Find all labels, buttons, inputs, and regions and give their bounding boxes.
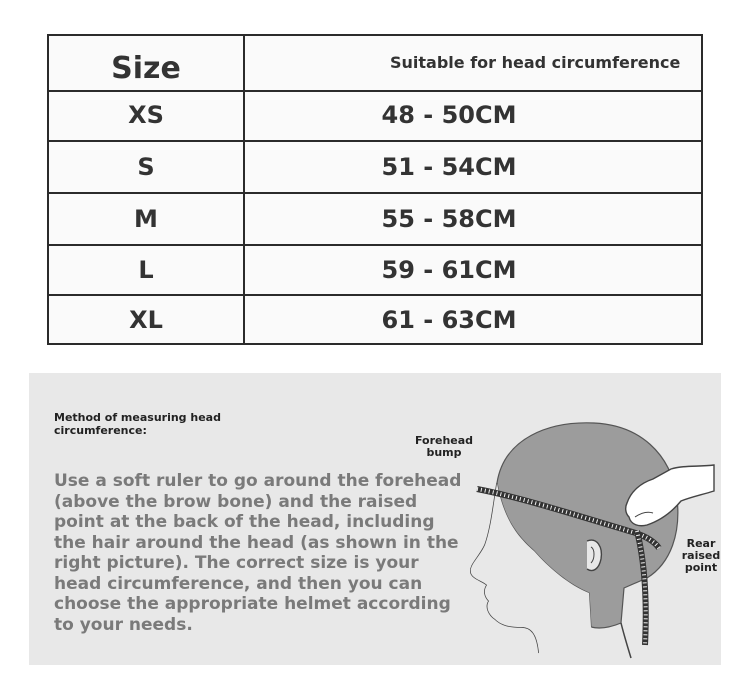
rear-raised-point-label: Rear raised point [681, 537, 721, 574]
table-row [49, 246, 701, 294]
size-cell: XL [129, 305, 163, 334]
measuring-method-panel [29, 373, 721, 665]
circumference-column-header-cell [245, 36, 701, 90]
size-cell: S [137, 153, 155, 181]
table-row [49, 194, 701, 244]
size-column-header-cell [49, 36, 245, 90]
circumference-column-header: Suitable for head circumference [390, 52, 681, 72]
circumference-cell: 61 - 63CM [381, 305, 517, 334]
forehead-bump-label: Forehead bump [414, 434, 474, 459]
circumference-cell: 51 - 54CM [381, 153, 517, 181]
circumference-cell: 59 - 61CM [381, 256, 517, 284]
size-cell: XS [128, 101, 164, 129]
measuring-method-instructions: Use a soft ruler to go around the forehead (above the brow bone) and the raised point at the back of the head, including the hair around the head (as shown in the right picture). The correct size is your head circumference, and then you can choose the appropriate helmet according to your needs. [54, 471, 462, 635]
size-cell: L [138, 256, 154, 284]
table-header-row [49, 36, 701, 92]
table-row [49, 296, 701, 343]
size-chart-table [47, 34, 703, 345]
head-measurement-illustration [409, 413, 729, 663]
size-cell: M [134, 205, 158, 233]
size-column-header: Size [111, 50, 181, 86]
measuring-method-title: Method of measuring head circumference: [54, 411, 221, 437]
table-row [49, 90, 701, 140]
table-row [49, 142, 701, 192]
circumference-cell: 48 - 50CM [381, 101, 517, 129]
circumference-cell: 55 - 58CM [381, 205, 517, 233]
